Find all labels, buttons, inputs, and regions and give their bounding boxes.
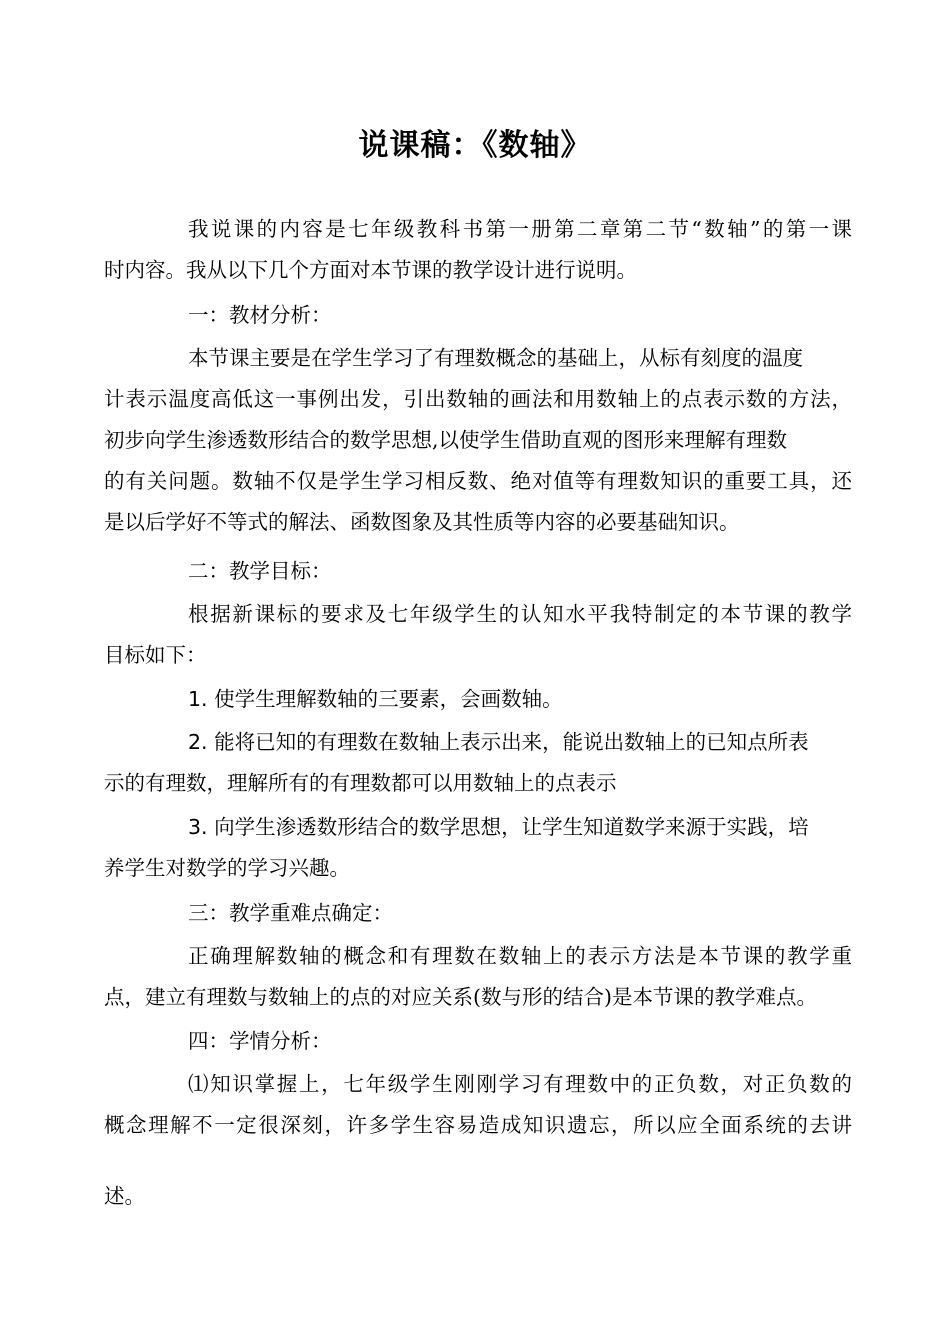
section-3-heading-block [104,893,852,934]
section-1-paragraph [104,338,852,543]
goal-2 [104,722,852,804]
goal-2-text-a: 能将已知的有理数在数轴上表示出来，能说出数轴上的已知点所表 [214,730,809,754]
section-3-paragraph [104,936,852,1018]
section-1-line-4: 的有关问题。数轴不仅是学生学习相反数、绝对值等有理数知识的重要工具，还 [104,469,852,493]
goal-3-number: 3. [188,815,208,839]
section-3-line-1: 正确理解数轴的概念和有理数在数轴上的表示方法是本节课的教学重 [188,944,852,968]
goal-1-line [104,679,852,720]
goal-1-text: 使学生理解数轴的三要素，会画数轴。 [214,687,563,711]
goal-1 [104,679,852,720]
goal-2-number: 2. [188,730,208,754]
section-2-heading-block [104,551,852,592]
section-4-heading-block [104,1021,852,1062]
section-4-line-3: 述。 [104,1184,145,1208]
section-4-line-1: ⑴知识掌握上，七年级学生刚刚学习有理数中的正负数，对正负数的 [188,1072,852,1096]
section-1-line-1: 本节课主要是在学生学习了有理数概念的基础上，从标有刻度的温度 [188,346,803,370]
section-2-paragraph [104,594,852,676]
section-4-paragraph [104,1064,852,1146]
section-2-line-1: 根据新课标的要求及七年级学生的认知水平我特制定的本节课的教学 [188,602,852,626]
goal-1-number: 1. [188,687,208,711]
goal-3-text-a: 向学生渗透数形结合的数学思想，让学生知道数学来源于实践，培 [214,815,809,839]
section-2-line-2: 目标如下： [104,643,207,667]
intro-paragraph [104,209,852,291]
section-4-heading: 四：学情分析： [188,1029,332,1053]
intro-line-2: 时内容。我从以下几个方面对本节课的教学设计进行说明。 [104,258,637,282]
goal-3-line-1 [104,807,852,848]
document-title: 说课稿：《数轴》 [358,128,592,163]
section-4-tail [104,1176,852,1217]
section-2-heading: 二：教学目标： [188,559,332,583]
section-1-line-2: 计表示温度高低这一事例出发，引出数轴的画法和用数轴上的点表示数的方法， [104,387,852,411]
section-1-line-5: 是以后学好不等式的解法、函数图象及其性质等内容的必要基础知识。 [104,510,740,534]
goal-3 [104,807,852,889]
goal-3-line-2: 养学生对数学的学习兴趣。 [104,856,350,880]
section-3-heading: 三：教学重难点确定： [188,901,393,925]
goal-2-line-1 [104,722,852,763]
section-1-heading-block [104,295,852,336]
section-1-line-3: 初步向学生渗透数形结合的数学思想,以使学生借助直观的图形来理解有理数 [104,428,788,452]
intro-line-1: 我说课的内容是七年级教科书第一册第二章第二节“数轴”的第一课 [188,217,852,241]
goal-2-line-2: 示的有理数，理解所有的有理数都可以用数轴上的点表示 [104,771,617,795]
section-3-line-2: 点，建立有理数与数轴上的点的对应关系(数与形的结合)是本节课的教学难点。 [104,985,817,1009]
section-4-line-2: 概念理解不一定很深刻，许多学生容易造成知识遗忘，所以应全面系统的去讲 [104,1113,852,1137]
section-1-heading: 一：教材分析： [188,303,332,327]
